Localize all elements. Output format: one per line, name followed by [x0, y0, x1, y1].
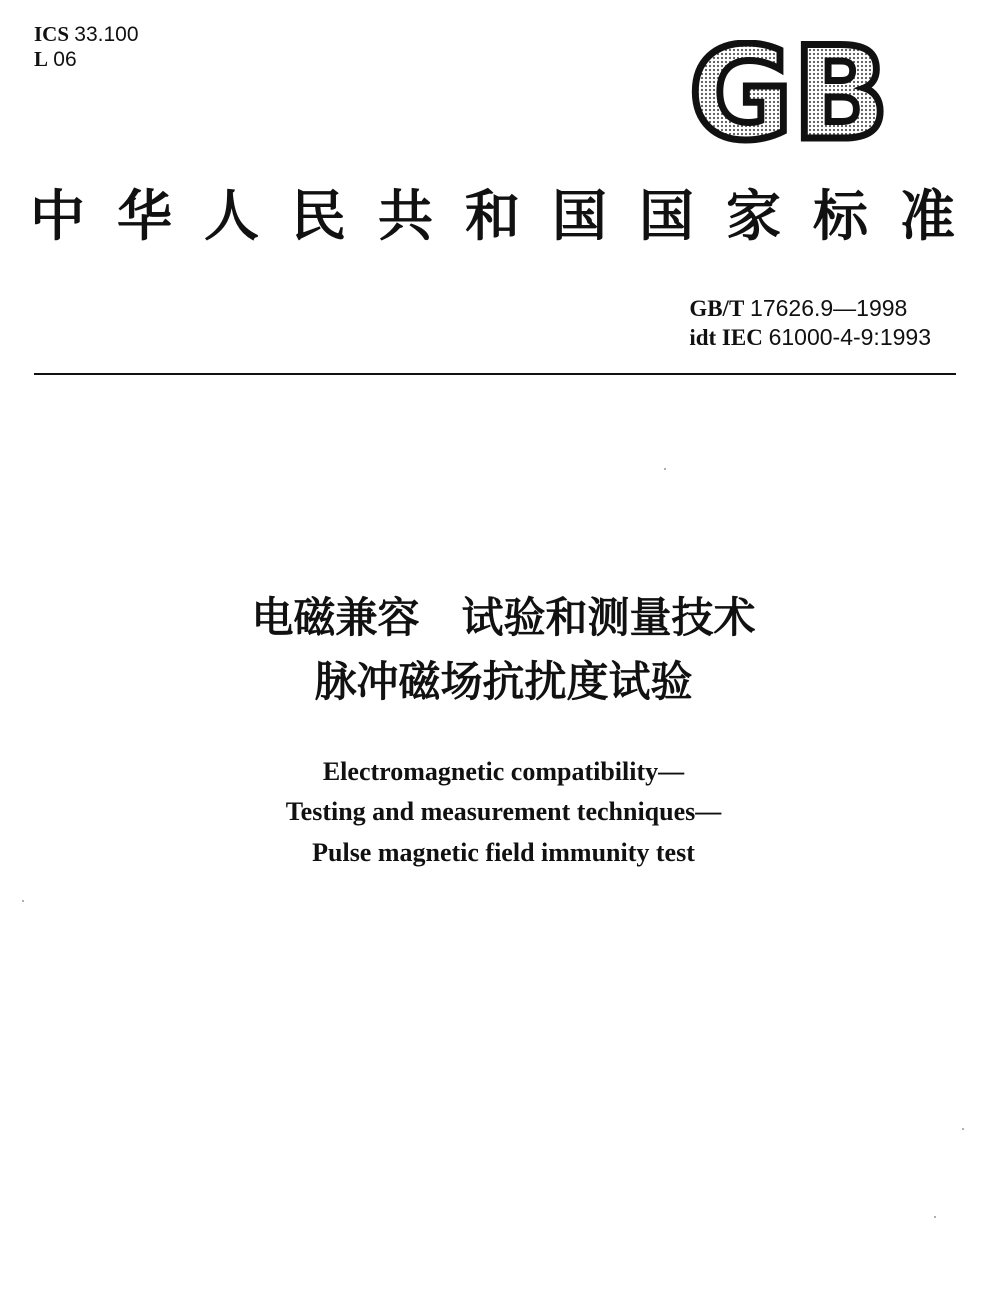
scan-speck — [664, 468, 666, 470]
idt-label: idt IEC — [689, 325, 763, 350]
l-value: 06 — [53, 48, 77, 71]
ics-code — [34, 22, 139, 47]
l-code — [34, 47, 139, 72]
classification-codes — [34, 22, 139, 72]
english-title-line3: Pulse magnetic field immunity test — [312, 838, 695, 867]
chinese-title-line1: 电磁兼容 试验和测量技术 — [251, 593, 756, 642]
scan-speck — [934, 1216, 936, 1218]
ics-value: 33.100 — [74, 23, 139, 46]
header-divider — [34, 373, 956, 375]
chinese-title-line2: 脉冲磁场抗扰度试验 — [314, 657, 693, 706]
l-label: L — [34, 47, 49, 71]
idt-number-row — [689, 323, 931, 352]
gb-logo — [684, 40, 894, 148]
english-title-line2: Testing and measurement techniques— — [285, 797, 722, 826]
gb-number: 17626.9—1998 — [750, 295, 908, 321]
scan-speck — [962, 1128, 964, 1130]
scan-speck — [22, 900, 24, 902]
standard-numbers — [689, 294, 931, 352]
national-standard-title: 中华人民共和国国家标准 — [30, 184, 988, 248]
gb-label: GB/T — [689, 296, 745, 321]
ics-label: ICS — [34, 22, 70, 46]
gb-number-row — [689, 294, 931, 323]
idt-number: 61000-4-9:1993 — [768, 324, 931, 350]
gb-logo-text: GB — [689, 40, 889, 148]
english-title-line1: Electromagnetic compatibility— — [322, 757, 685, 786]
